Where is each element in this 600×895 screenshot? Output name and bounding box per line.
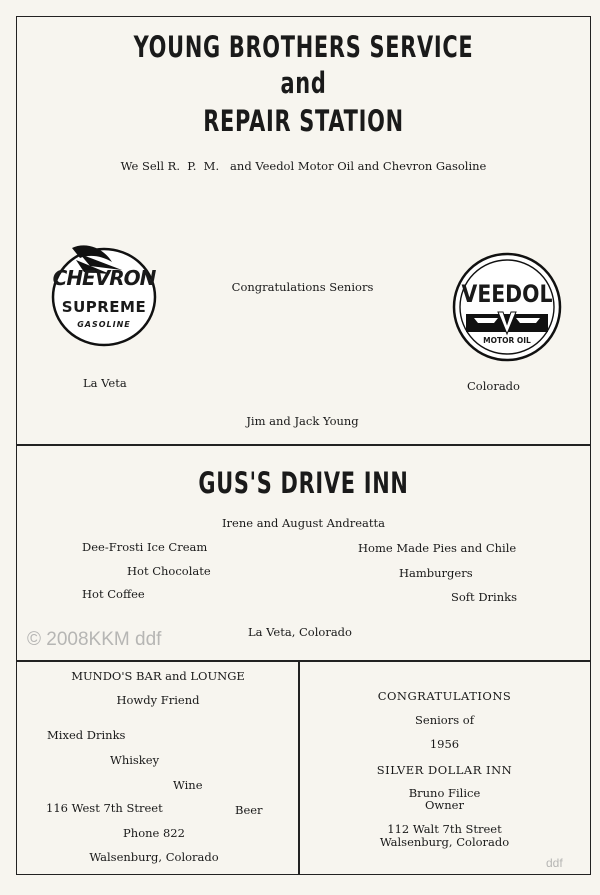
sd-owner-name: Bruno Filice: [408, 786, 481, 800]
city-left: La Veta: [83, 376, 127, 390]
mundos-city: Walsenburg, Colorado: [89, 850, 219, 864]
mundos-item4: Beer: [235, 803, 263, 817]
watermark: © 2008KKM ddf: [27, 629, 162, 650]
mundos-item2: Whiskey: [110, 753, 160, 767]
mundos-item3: Wine: [173, 778, 203, 792]
sd-name: SILVER DOLLAR INN: [376, 763, 513, 777]
gus-location: La Veta, Colorado: [248, 625, 352, 639]
chevron-logo-line2: SUPREME: [61, 298, 147, 316]
gus-item-right3: Soft Drinks: [451, 590, 518, 604]
sd-owner-title: Owner: [425, 798, 464, 812]
congratulations-seniors: Congratulations Seniors: [231, 280, 374, 294]
gus-owners: Irene and August Andreatta: [222, 516, 385, 530]
city-right: Colorado: [467, 379, 520, 393]
ad-title-line2: and: [280, 66, 327, 100]
ad-title-line1: YOUNG BROTHERS SERVICE: [133, 30, 474, 64]
mundos-item1: Mixed Drinks: [47, 728, 126, 742]
veedol-logo-line2: MOTOR OIL: [483, 336, 531, 345]
veedol-logo: [452, 252, 562, 362]
gus-item-right2: Hamburgers: [399, 566, 473, 580]
chevron-logo-icon: [50, 240, 158, 348]
sd-line2: Seniors of: [415, 713, 474, 727]
mundos-title: MUNDO'S BAR and LOUNGE: [71, 669, 245, 683]
gus-item-left3: Hot Coffee: [82, 587, 145, 601]
gus-item-left1: Dee-Frosti Ice Cream: [82, 540, 208, 554]
mundos-address: 116 West 7th Street: [46, 801, 163, 815]
chevron-logo: [50, 240, 158, 348]
sd-line3: 1956: [429, 737, 460, 751]
mundos-greeting: Howdy Friend: [116, 693, 200, 707]
chevron-logo-line1: CHEVRON: [52, 266, 156, 290]
mundos-phone: Phone 822: [123, 826, 185, 840]
sd-city: Walsenburg, Colorado: [379, 835, 510, 849]
sd-address: 112 Walt 7th Street: [387, 822, 502, 836]
corner-mark: ddf: [546, 856, 563, 870]
ad-tagline: We Sell R. P. M. and Veedol Motor Oil and Chevron Gasoline: [120, 159, 487, 173]
gus-item-left2: Hot Chocolate: [127, 564, 211, 578]
ad-title-line3: REPAIR STATION: [203, 104, 404, 138]
gus-title: GUS'S DRIVE INN: [198, 466, 409, 500]
chevron-logo-line3: GASOLINE: [77, 320, 131, 329]
veedol-logo-line1: VEEDOL: [461, 280, 553, 308]
sd-line1: CONGRATULATIONS: [377, 689, 512, 703]
gus-item-right1: Home Made Pies and Chile: [358, 541, 517, 555]
owners: Jim and Jack Young: [246, 414, 359, 428]
